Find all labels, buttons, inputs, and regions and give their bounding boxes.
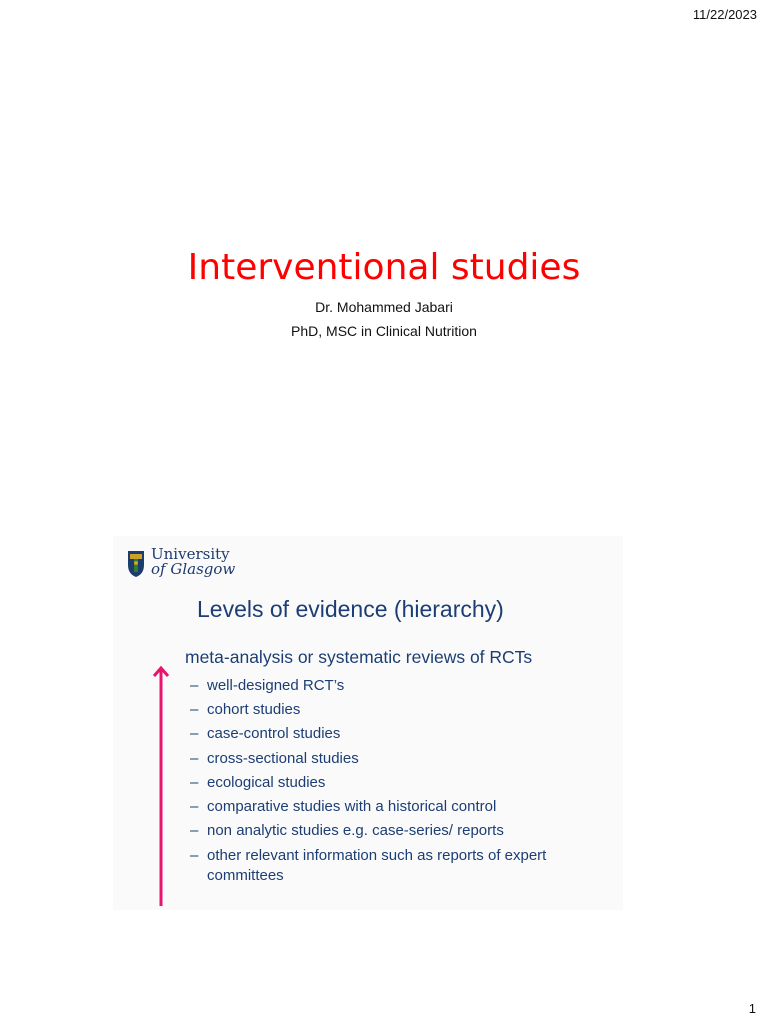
list-item: – cohort studies [190, 701, 301, 719]
logo-line-2: of Glasgow [151, 560, 236, 578]
evidence-list [190, 674, 610, 886]
list-item: – ecological studies [190, 773, 326, 791]
list-item: – well-designed RCT’s [190, 677, 345, 694]
logo-text [151, 547, 235, 577]
list-item: – non analytic studies e.g. case-series/ reports [190, 822, 504, 840]
date-label: 11/22/2023 [692, 7, 757, 22]
author-name: Dr. Mohammed Jabari [315, 299, 453, 315]
top-evidence-item: meta-analysis or systematic reviews of RCTs [185, 647, 533, 667]
university-logo [127, 547, 237, 581]
page-number: 1 [748, 1001, 756, 1016]
logo-line-1: University [151, 545, 230, 563]
list-item: – case-control studies [190, 725, 341, 743]
list-item: – other relevant information such as reports of expert committees [190, 847, 547, 885]
up-arrow-icon [151, 664, 171, 910]
evidence-slide [113, 536, 623, 910]
evidence-title: Levels of evidence (hierarchy) [197, 596, 504, 622]
list-item: – cross-sectional studies [190, 749, 359, 767]
list-item: – comparative studies with a historical control [190, 798, 497, 816]
title-slide [0, 246, 768, 342]
crest-icon [127, 550, 145, 578]
author-credentials: PhD, MSC in Clinical Nutrition [291, 323, 477, 339]
page-title: Interventional studies [187, 247, 581, 288]
